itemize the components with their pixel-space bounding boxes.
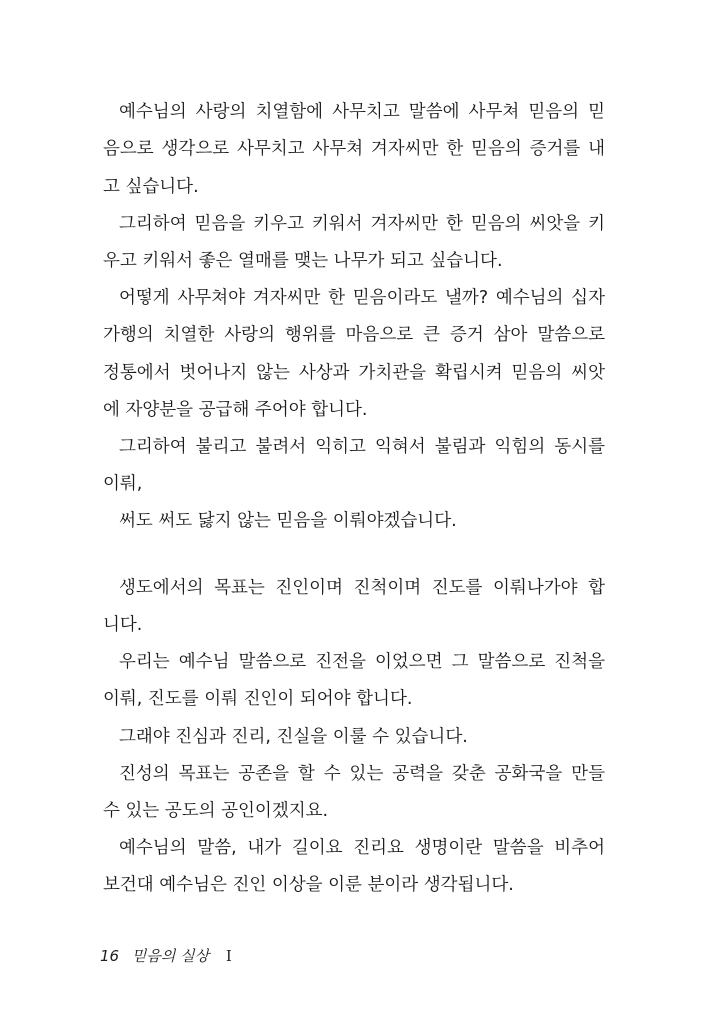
page-number: 16	[100, 947, 120, 965]
text-line: 수 있는 공도의 공인이겠지요.	[103, 801, 329, 822]
text-line: 이뤄, 진도를 이뤄 진인이 되어야 합니다.	[103, 689, 413, 710]
text-line: 음으로 생각으로 사무치고 사무쳐 겨자씨만 한 믿음의 증거를 내	[103, 139, 605, 160]
text-line: 어떻게 사무쳐야 겨자씨만 한 믿음이라도 낼까? 예수님의 십자	[119, 288, 605, 308]
text-line: 예수님의 말씀, 내가 길이요 진리요 생명이란 말씀을 비추어	[119, 838, 605, 858]
text-line: 진성의 목표는 공존을 할 수 있는 공력을 갖춘 공화국을 만들	[119, 764, 605, 784]
text-line: 우리는 예수님 말씀으로 진전을 이었으면 그 말씀으로 진척을	[119, 652, 605, 672]
text-line: 써도 써도 닳지 않는 믿음을 이뤄야겠습니다.	[119, 511, 457, 531]
text-line: 예수님의 사랑의 치열함에 사무치고 말씀에 사무쳐 믿음의 믿	[119, 102, 605, 122]
text-line: 생도에서의 목표는 진인이며 진척이며 진도를 이뤄나가야 합	[119, 578, 605, 598]
text-line: 보건대 예수님은 진인 이상을 이룬 분이라 생각됩니다.	[103, 875, 514, 896]
book-title: 믿음의 실상	[131, 947, 210, 965]
text-line: 우고 키워서 좋은 열매를 맺는 나무가 되고 싶습니다.	[103, 251, 503, 272]
part-number: I	[225, 947, 232, 965]
text-line: 그래야 진심과 진리, 진실을 이룰 수 있습니다.	[119, 727, 468, 747]
page-footer	[100, 945, 240, 966]
text-line: 그리하여 믿음을 키우고 키워서 겨자씨만 한 믿음의 씨앗을 키	[119, 214, 605, 234]
text-line: 이뤄,	[103, 474, 143, 495]
text-line: 고 싶습니다.	[103, 176, 199, 197]
text-line: 그리하여 불리고 불려서 익히고 익혀서 불림과 익힘의 동시를	[119, 437, 605, 457]
text-line: 에 자양분을 공급해 주어야 합니다.	[103, 399, 368, 420]
text-line: 니다.	[103, 615, 143, 636]
text-line: 정통에서 벗어나지 않는 사상과 가치관을 확립시켜 믿음의 씨앗	[103, 362, 605, 383]
text-line: 가행의 치열한 사랑의 행위를 마음으로 큰 증거 삼아 말씀으로	[103, 325, 605, 346]
